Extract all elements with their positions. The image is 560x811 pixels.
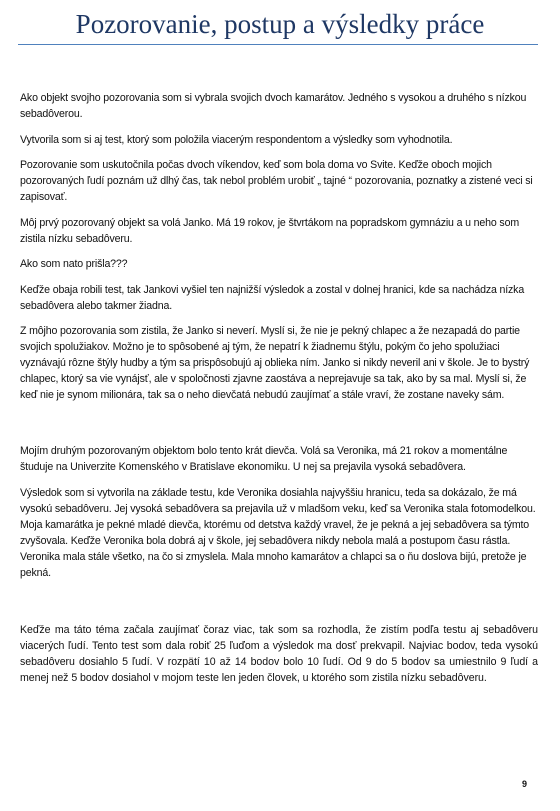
spacer (20, 588, 538, 622)
paragraph-4: Môj prvý pozorovaný objekt sa volá Janko. Má 19 rokov, je štvrtákom na popradskom gymnáziu a u neho som zistila nízku sebadôveru. (20, 216, 519, 245)
paragraph-6: Keďže obaja robili test, tak Jankovi vyšiel ten najnižší výsledok a zostal v dolnej hranici, kde sa nachádza nízka sebadôvera alebo takmer žiadna. (20, 283, 525, 312)
page-title: Pozorovanie, postup a výsledky práce (75, 9, 485, 39)
page-number: 9 (522, 779, 528, 789)
paragraph-5: Ako som nato prišla??? (20, 258, 128, 270)
paragraph-1: Ako objekt svojho pozorovania som si vybrala svojich dvoch kamarátov. Jedného s vysokou a druhého s nízkou sebadôverou. (20, 92, 527, 120)
paragraph-9: Výsledok som si vytvorila na základe testu, kde Veronika dosiahla najvyššiu hranicu, teda sa dokázalo, že má vysokú sebadôveru. Jej vysoká sebadôvera sa prejavila už v mladšom veku, keď sa Veronika stala fotomodelkou. Moja kamarátka je pekné mladé dievča, ktorému od detstva každý vravel, že je pekná a jej sebadôvera sa týmto zvyšovala. Keďže Veronika bola dobrá aj v škole, jej sebadôvera nikdy nebola malá a postupom času rástla. Veronika mala stále všetko, na čo si zmyslela. Mala mnoho kamarátov a chlapci sa o ňu doslova bijú, pretože je pekná. (20, 486, 536, 579)
paragraph-8: Mojím druhým pozorovaným objektom bolo tento krát dievča. Volá sa Veronika, má 21 rokov a momentálne študuje na Univerzite Komenského v Bratislave ekonomiku. U nej sa prejavila vysoká sebadôvera. (20, 445, 508, 473)
title-underline (18, 44, 538, 45)
paragraph-3: Pozorovanie som uskutočnila počas dvoch víkendov, keď som bola doma vo Svite. Keďže oboch mojich pozorovaných ľudí poznám už dlhý čas, tak nebol problém urobiť „ tajné “ pozorovania, poznatky a zistené veci si zapisovať. (20, 159, 533, 203)
document-body (20, 90, 538, 695)
paragraph-2: Vytvorila som si aj test, ktorý som položila viacerým respondentom a výsledky som vyhodnotila. (20, 133, 453, 146)
spacer (20, 410, 538, 443)
paragraph-7: Z môjho pozorovania som zistila, že Janko si neverí. Myslí si, že nie je pekný chlapec a že nezapadá do partie svojich spolužiakov. Možno je to spôsobené aj tým, že nepatrí k žiadnemu štýlu, pokým čo jeho spolužiaci vyznávajú rôzne štýly hudby a tým sa prispôsobujú aj oblieka ním. Janko si nikdy neveril ani v škole. Je to bystrý chlapec, ktorý sa vie vynájsť, ale v spoločnosti zjavne zaostáva a neprejavuje sa tak, ako by sa mal. Myslí si, že keď nie je synom milionára, tak sa o neho dievčatá nebudú zaujímať a stále vraví, že zostane naveky sám. (20, 325, 530, 401)
paragraph-10: Keďže ma táto téma začala zaujímať čoraz viac, tak som sa rozhodla, že zistím podľa testu aj sebadôveru viacerých ľudí. Tento test som dala robiť 25 ľuďom a výsledok ma dosť prekvapil. Najviac bodov, teda vysokú sebadôveru dosiahlo 5 ľudí. V rozpätí 10 až 14 bodov bolo 10 ľudí. Od 9 do 5 bodov sa umiestnilo 9 ľudí a menej než 5 bodov dosiahol v mojom teste len jeden človek, u ktorého som zistila nízku sebadôveru. (20, 623, 538, 684)
